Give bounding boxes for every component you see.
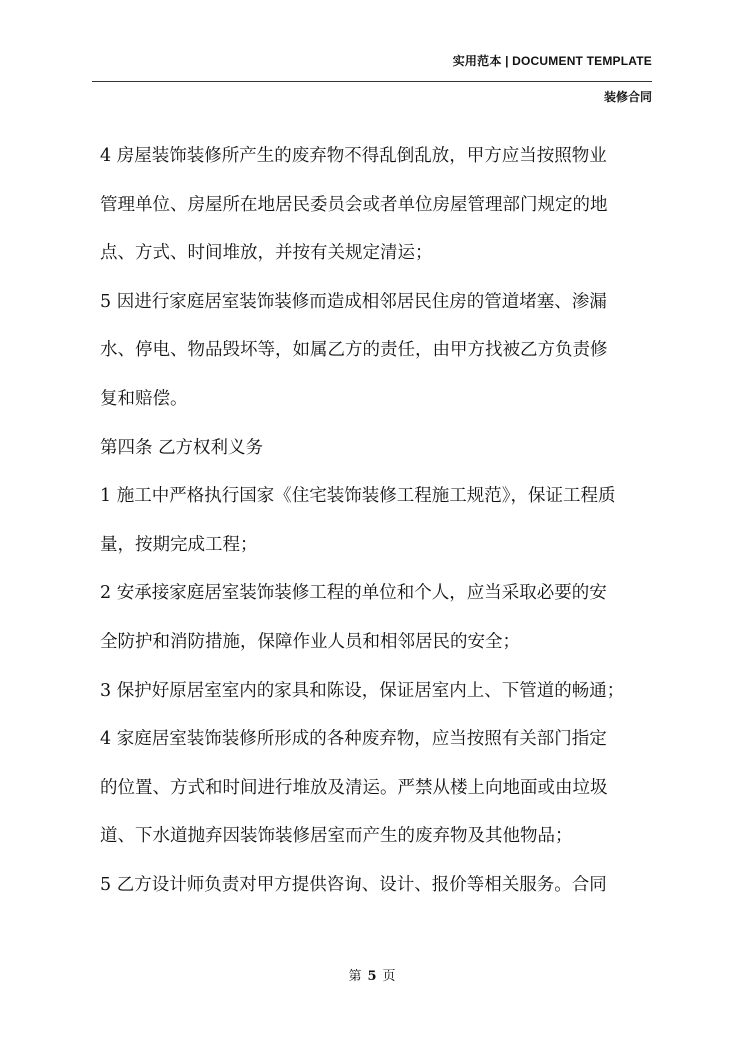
page-footer	[0, 965, 744, 984]
page-suffix: 页	[382, 969, 396, 984]
header-title: 实用范本 | DOCUMENT TEMPLATE	[452, 54, 652, 68]
header-subtitle: 装修合同	[603, 90, 652, 104]
header-divider	[92, 81, 652, 82]
body-line: 3 保护好原居室室内的家具和陈设，保证居室内上、下管道的畅通；	[100, 680, 625, 701]
body-line: 水、停电、物品毁坏等，如属乙方的责任，由甲方找被乙方负责修	[100, 340, 608, 361]
page-prefix: 第	[348, 969, 362, 984]
body-line: 的位置、方式和时间进行堆放及清运。严禁从楼上向地面或由垃圾	[100, 777, 608, 798]
body-line: 4 房屋装饰装修所产生的废弃物不得乱倒乱放，甲方应当按照物业	[100, 146, 607, 166]
document-body	[100, 132, 652, 910]
body-line: 道、下水道抛弃因装饰装修居室而产生的废弃物及其他物品；	[100, 826, 573, 847]
body-line: 5 乙方设计师负责对甲方提供咨询、设计、报价等相关服务。合同	[100, 874, 607, 895]
body-line: 2 安承接家庭居室装饰装修工程的单位和个人，应当采取必要的安	[100, 583, 607, 604]
section-heading: 第四条 乙方权利义务	[100, 437, 264, 458]
body-line: 点、方式、时间堆放，并按有关规定清运；	[100, 243, 433, 264]
page-number: 5	[367, 969, 377, 984]
body-line: 1 施工中严格执行国家《住宅装饰装修工程施工规范》，保证工程质	[100, 486, 616, 507]
body-line: 5 因进行家庭居室装饰装修而造成相邻居民住房的管道堵塞、渗漏	[100, 291, 607, 312]
body-line: 复和赔偿。	[100, 388, 188, 409]
body-line: 量，按期完成工程；	[100, 534, 258, 555]
body-line: 4 家庭居室装饰装修所形成的各种废弃物，应当按照有关部门指定	[100, 729, 607, 750]
body-line: 全防护和消防措施，保障作业人员和相邻居民的安全；	[100, 631, 520, 652]
body-line: 管理单位、房屋所在地居民委员会或者单位房屋管理部门规定的地	[100, 194, 608, 215]
